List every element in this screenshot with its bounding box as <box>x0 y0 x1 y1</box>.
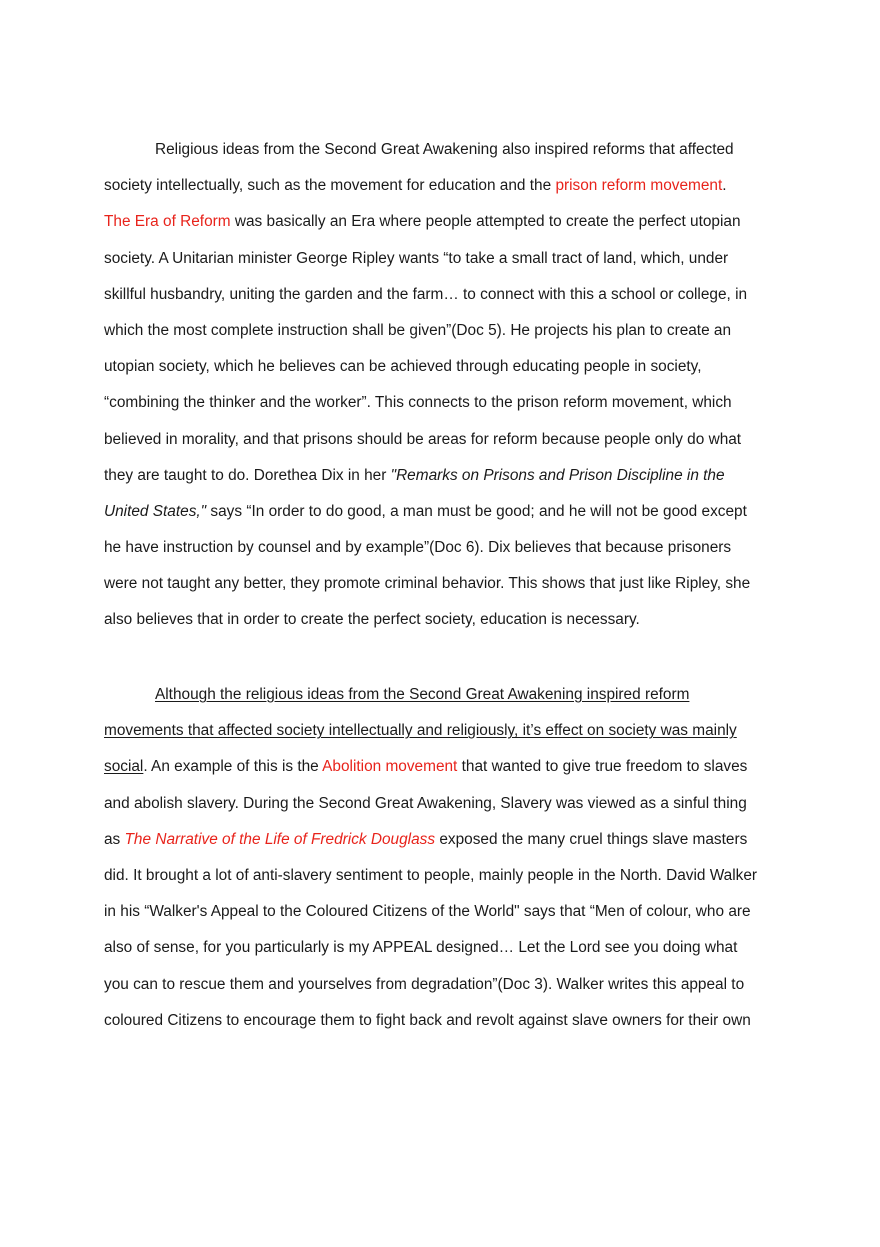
text-line <box>104 530 784 566</box>
text-run: society. A Unitarian minister George Ripley wants “to take a small tract of land, which, under <box>104 249 729 267</box>
text-run: were not taught any better, they promote criminal behavior. This shows that just like Ripley, she <box>104 575 751 593</box>
italic-title: "Remarks on Prisons and Prison Discipline in the <box>390 466 725 484</box>
text-line <box>104 894 784 930</box>
text-line <box>104 677 784 713</box>
text-line <box>104 494 784 530</box>
highlight-abolition-movement: Abolition movement <box>322 758 458 776</box>
text-line <box>104 566 784 602</box>
text-line <box>104 385 784 421</box>
text-run: as <box>104 830 125 848</box>
underlined-thesis: Although the religious ideas from the Second Great Awakening inspired reform <box>155 686 690 703</box>
text-run: says “In order to do good, a man must be good; and he will not be good except <box>206 502 747 520</box>
highlight-douglass-narrative: The Narrative of the Life of Fredrick Douglass <box>124 830 436 848</box>
text-run: believed in morality, and that prisons should be areas for reform because people only do what <box>104 430 742 448</box>
text-run: also believes that in order to create the perfect society, education is necessary. <box>104 611 640 629</box>
text-line <box>104 422 784 458</box>
text-line <box>104 749 784 785</box>
text-line <box>104 132 784 168</box>
text-line <box>104 349 784 385</box>
text-line <box>104 967 784 1003</box>
text-run: was basically an Era where people attempted to create the perfect utopian <box>230 213 741 231</box>
text-run: you can to rescue them and yourselves from degradation”(Doc 3). Walker writes this appeal to <box>104 975 745 993</box>
paragraph-2 <box>104 677 784 1039</box>
text-run: society intellectually, such as the movement for education and the <box>104 177 556 195</box>
text-run: he have instruction by counsel and by example”(Doc 6). Dix believes that because prisoners <box>104 539 732 557</box>
text-run: that wanted to give true freedom to slaves <box>457 758 748 776</box>
text-line <box>104 858 784 894</box>
highlight-prison-reform: prison reform movement <box>555 177 723 195</box>
text-line <box>104 313 784 349</box>
text-run: . <box>722 177 727 195</box>
text-line <box>104 713 784 749</box>
text-line <box>104 168 784 204</box>
text-run: they are taught to do. Dorethea Dix in her <box>104 466 391 484</box>
highlight-era-of-reform: The Era of Reform <box>104 213 231 231</box>
text-run: which the most complete instruction shall be given”(Doc 5). He projects his plan to create an <box>104 321 732 339</box>
text-run: utopian society, which he believes can be achieved through educating people in society, <box>104 358 702 376</box>
text-run: skillful husbandry, uniting the garden and the farm… to connect with this a school or college, in <box>104 285 748 303</box>
text-line <box>104 458 784 494</box>
underlined-thesis: social <box>104 758 144 776</box>
text-run: . An example of this is the <box>143 758 323 776</box>
paragraph-1 <box>104 132 784 639</box>
underlined-thesis: movements that affected society intellectually and religiously, it’s effect on society was mainly <box>104 722 737 740</box>
text-line <box>104 930 784 966</box>
text-run: Religious ideas from the Second Great Awakening also inspired reforms that affected <box>155 141 734 158</box>
text-line <box>104 1003 784 1039</box>
text-run: did. It brought a lot of anti-slavery sentiment to people, mainly people in the North. David Walker <box>104 866 758 884</box>
text-line <box>104 822 784 858</box>
text-run: also of sense, for you particularly is my APPEAL designed… Let the Lord see you doing what <box>104 939 738 957</box>
text-line <box>104 204 784 240</box>
text-run: in his “Walker's Appeal to the Coloured Citizens of the World" says that “Men of colour, who are <box>104 903 751 921</box>
text-line <box>104 241 784 277</box>
text-run: and abolish slavery. During the Second Great Awakening, Slavery was viewed as a sinful thing <box>104 794 747 812</box>
text-run: coloured Citizens to encourage them to fight back and revolt against slave owners for their own <box>104 1011 751 1029</box>
italic-title: United States," <box>104 502 207 520</box>
text-line <box>104 786 784 822</box>
text-run: exposed the many cruel things slave masters <box>435 830 748 848</box>
text-run: “combining the thinker and the worker”. This connects to the prison reform movement, which <box>104 394 732 412</box>
text-line <box>104 602 784 638</box>
text-line <box>104 277 784 313</box>
